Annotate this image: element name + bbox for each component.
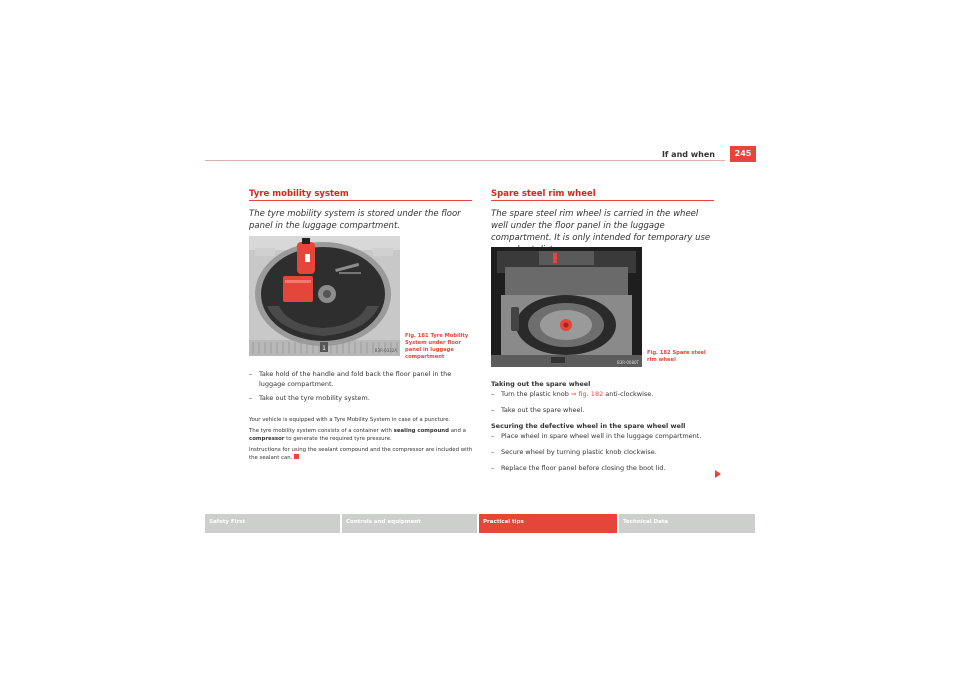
footer-tab-label: Practical tips (483, 519, 524, 525)
note-bold: compressor (249, 436, 285, 442)
step-text: Turn the plastic knob (501, 390, 571, 398)
note-text: The tyre mobility system consists of a container with (249, 428, 394, 434)
footer-tab-controls[interactable] (342, 514, 477, 533)
step-dash: – (491, 448, 495, 456)
footer-tab-safety-first[interactable] (205, 514, 340, 533)
subheading-taking-out: Taking out the spare wheel (491, 380, 591, 388)
step-item (491, 447, 717, 457)
figure-tyre-mobility-system (249, 236, 400, 356)
section-heading-tyre-mobility: Tyre mobility system (249, 189, 349, 199)
footer-tab-practical-tips[interactable] (479, 514, 617, 533)
spare-wheel-illustration (491, 247, 642, 367)
section-rule (249, 200, 472, 201)
left-steps (249, 369, 475, 403)
note-paragraph (249, 446, 475, 462)
triangle-right-icon[interactable] (715, 470, 721, 478)
figure-code: B3R-0080T (617, 360, 639, 365)
step-dash: – (491, 464, 495, 472)
section-rule (491, 200, 714, 201)
note-bold: sealing compound (393, 428, 450, 434)
step-item (491, 405, 717, 415)
step-dash: – (491, 432, 495, 440)
square-icon (294, 454, 299, 459)
figure-callout-1: 1 (322, 345, 326, 352)
step-item (491, 463, 717, 473)
section-intro: The spare steel rim wheel is carried in the wheel well under the floor panel in the luggage compartment. It is only intended for temporary use (491, 209, 711, 243)
section-heading-spare-wheel: Spare steel rim wheel (491, 189, 596, 199)
subheading-securing: Securing the defective wheel in the spare wheel well (491, 422, 686, 430)
step-text: Replace the floor panel before closing the boot lid. (501, 464, 666, 472)
footer-tab-label: Technical Data (623, 519, 669, 525)
step-dash: – (491, 390, 495, 398)
step-text: Take out the spare wheel. (501, 406, 585, 414)
left-notes (249, 416, 475, 462)
chapter-title: If and when (661, 150, 715, 159)
note-text: Instructions for using the sealant compound and the compressor are included with the sealant can. (249, 447, 473, 461)
step-item (491, 389, 717, 399)
note-paragraph: Your vehicle is equipped with a Tyre Mobility System in case of a puncture. (249, 417, 451, 423)
step-item (491, 431, 717, 441)
step-item (249, 393, 475, 403)
note-text: to generate the required tyre pressure. (284, 436, 392, 442)
step-text: Secure wheel by turning plastic knob clockwise. (501, 448, 657, 456)
note-paragraph (249, 427, 475, 443)
step-dash: – (249, 394, 253, 402)
footer-tab-label: Controls and equipment (346, 519, 421, 525)
figure-caption-181: Fig. 181 Tyre Mobility System under floor panel in luggage compartment (405, 333, 469, 360)
figure-caption-182: Fig. 182 Spare steel rim wheel (647, 350, 706, 363)
step-text: anti-clockwise. (603, 390, 654, 398)
note-text: and a (449, 428, 466, 434)
tyre-mobility-illustration (249, 236, 400, 356)
step-item (249, 369, 475, 389)
figure-code: B3R-0332A (374, 348, 397, 353)
step-dash: – (249, 370, 253, 378)
figure-reference-link[interactable]: ⇒ fig. 182 (570, 390, 604, 398)
right-steps (491, 379, 717, 473)
page-number: 245 (730, 146, 756, 162)
step-text: Take out the tyre mobility system. (259, 394, 370, 402)
footer-tab-technical-data[interactable] (619, 514, 755, 533)
step-text: Take hold of the handle and fold back the floor panel in the luggage compartment. (259, 370, 452, 388)
section-intro: The tyre mobility system is stored under the floor panel in the luggage compartment. (249, 209, 461, 231)
figure-spare-wheel (491, 247, 642, 367)
step-dash: – (491, 406, 495, 414)
step-text: Place wheel in spare wheel well in the luggage compartment. (501, 432, 702, 440)
header-rule (205, 160, 725, 161)
footer-tab-label: Safety First (209, 519, 246, 525)
